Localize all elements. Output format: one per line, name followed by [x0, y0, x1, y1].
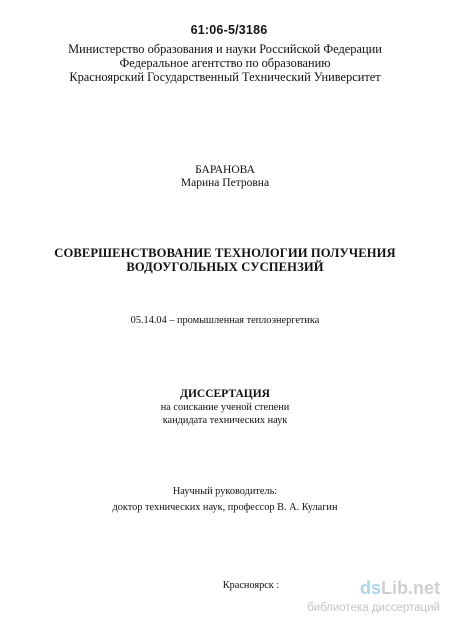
- work-type-heading: ДИССЕРТАЦИЯ: [180, 388, 270, 400]
- archive-stamp-number: 61:06-5/3186: [190, 23, 268, 37]
- specialty-code: 05.14.04 – промышленная теплоэнергетика: [130, 315, 320, 326]
- university-line: Красноярский Государственный Технический Университет: [69, 70, 381, 84]
- dslib-logo: [360, 578, 440, 599]
- ministry-line: Министерство образования и науки Российской Федерации: [68, 42, 382, 56]
- dslib-logo-prefix: ds: [359, 578, 381, 598]
- dslib-logo-suffix: Lib.net: [381, 578, 440, 598]
- degree-purpose-line-1: на соискание ученой степени: [160, 402, 290, 413]
- supervisor-label: Научный руководитель:: [172, 486, 278, 497]
- degree-purpose-line-2: кандидата технических наук: [162, 415, 288, 426]
- dslib-watermark: [294, 578, 444, 622]
- dissertation-title-line-2: ВОДОУГОЛЬНЫХ СУСПЕНЗИЙ: [126, 260, 324, 274]
- agency-line: Федеральное агентство по образованию: [119, 56, 331, 70]
- dissertation-title-line-1: СОВЕРШЕНСТВОВАНИЕ ТЕХНОЛОГИИ ПОЛУЧЕНИЯ: [54, 246, 396, 260]
- city-line: Красноярск :: [222, 580, 280, 591]
- author-surname: БАРАНОВА: [195, 164, 255, 176]
- dslib-subtitle: библиотека диссертаций: [307, 602, 440, 614]
- supervisor-details: доктор технических наук, профессор В. А. Кулагин: [112, 502, 338, 513]
- author-name: Марина Петровна: [180, 177, 270, 189]
